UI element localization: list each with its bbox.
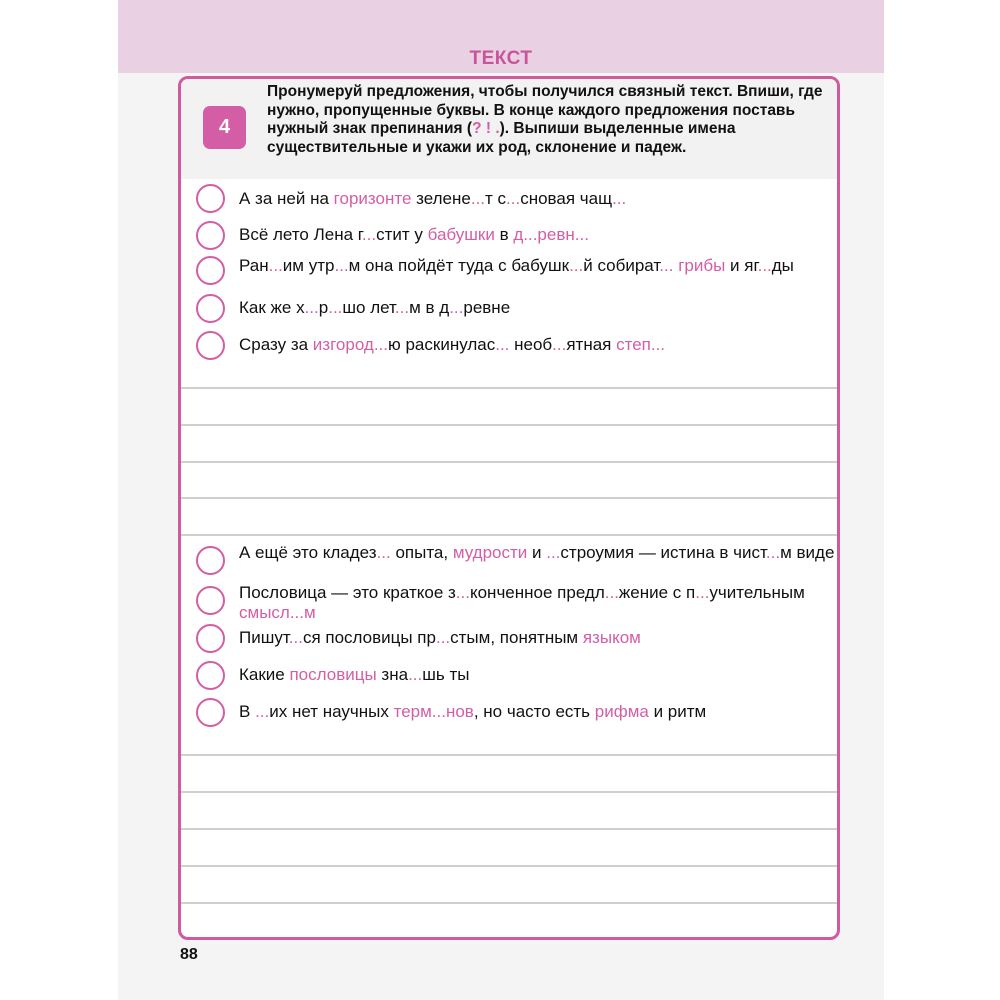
highlighted-text: ... (361, 225, 377, 244)
highlighted-text: ... (695, 583, 710, 602)
task-frame (178, 76, 840, 940)
text-segment: Всё лето Лена г (239, 225, 362, 244)
highlighted-text: ... (408, 665, 423, 684)
sentence-text (239, 189, 835, 209)
highlighted-text: д...ревн... (513, 225, 589, 244)
sentence-text (239, 256, 835, 276)
number-circle[interactable] (196, 661, 225, 690)
sentence-text (239, 583, 835, 623)
text-segment: жение с п (618, 583, 696, 602)
highlighted-text: ... (604, 583, 619, 602)
answer-line[interactable] (181, 497, 837, 499)
highlighted-text: ... (304, 298, 319, 317)
answer-line[interactable] (181, 865, 837, 867)
answer-line[interactable] (181, 828, 837, 830)
answer-line[interactable] (181, 534, 837, 536)
highlighted-text: ... (394, 298, 410, 317)
text-segment: шь ты (422, 665, 470, 684)
text-segment: опыта, (390, 543, 453, 562)
sentence-text (239, 665, 835, 685)
highlighted-text: ... (546, 543, 561, 562)
text-segment: шо лет (342, 298, 395, 317)
text-segment: ятная (566, 335, 617, 354)
highlighted-text: ... (328, 298, 343, 317)
text-segment: Ран (239, 256, 269, 275)
text-segment: ревне (463, 298, 511, 317)
text-segment: и яг (725, 256, 758, 275)
highlighted-text: пословицы (289, 665, 377, 684)
text-segment: ся пословицы пр (302, 628, 436, 647)
number-circle[interactable] (196, 586, 225, 615)
number-circle[interactable] (196, 546, 225, 575)
sentence-text (239, 225, 835, 245)
task-instruction (267, 83, 833, 157)
text-segment: Сразу за (239, 335, 313, 354)
text-segment: м в д (409, 298, 450, 317)
sentence-text (239, 702, 835, 722)
text-segment: строумия — истина в чист (560, 543, 766, 562)
highlighted-text: ... (506, 189, 521, 208)
text-segment: Какие (239, 665, 290, 684)
number-circle[interactable] (196, 698, 225, 727)
sentence-text (239, 543, 835, 563)
text-segment: в (494, 225, 514, 244)
highlighted-text: ... (552, 335, 567, 354)
text-segment: их нет научных (269, 702, 394, 721)
text-segment: ю раскинулас (388, 335, 496, 354)
text-segment: ). Выпиши выделенные имена существительные и укажи их род, склонение и падеж. (267, 120, 736, 156)
text-segment: зна (376, 665, 409, 684)
number-circle[interactable] (196, 221, 225, 250)
highlighted-text: бабушки (427, 225, 495, 244)
highlighted-text: ... (255, 702, 270, 721)
text-segment: и ритм (648, 702, 707, 721)
text-segment: им утр (282, 256, 335, 275)
text-segment: А за ней на (239, 189, 334, 208)
highlighted-text: ... (334, 256, 349, 275)
highlighted-text: ... (765, 543, 781, 562)
number-circle[interactable] (196, 184, 225, 213)
text-segment: м виде (780, 543, 835, 562)
text-segment: ды (771, 256, 794, 275)
highlighted-text: мудрости (452, 543, 528, 562)
answer-line[interactable] (181, 461, 837, 463)
page-number: 88 (180, 946, 198, 963)
highlighted-text: ... (455, 583, 470, 602)
text-segment: А ещё это кладез (239, 543, 377, 562)
highlighted-text: ... (757, 256, 772, 275)
highlighted-text: ... (659, 256, 674, 275)
highlighted-text: рифма (594, 702, 649, 721)
text-segment: сновая чащ (520, 189, 613, 208)
highlighted-text: смысл...м (239, 603, 316, 622)
highlighted-text: ... (569, 256, 584, 275)
text-segment: Как же х (239, 298, 305, 317)
text-segment: м она пойдёт туда с бабушк (348, 256, 570, 275)
text-segment: й собират (583, 256, 660, 275)
sentence-text (239, 298, 835, 318)
text-segment: р (318, 298, 329, 317)
text-segment: конченное предл (469, 583, 605, 602)
text-segment: , но часто есть (473, 702, 595, 721)
answer-line[interactable] (181, 902, 837, 904)
page-title: ТЕКСТ (469, 48, 533, 69)
highlighted-text: ? ! . (472, 120, 500, 137)
highlighted-text: ... (376, 543, 391, 562)
highlighted-text: терм...нов (393, 702, 474, 721)
text-segment: стит у (376, 225, 428, 244)
highlighted-text: языком (582, 628, 641, 647)
task-number-badge: 4 (203, 106, 246, 149)
highlighted-text: ... (495, 335, 510, 354)
text-segment: Пронумеруй предложения, чтобы получился связный текст. Впиши, где нужно, пропущенные буквы. В конце каждого предложения поставь нужный знак препинания ( (267, 83, 823, 137)
highlighted-text: степ... (616, 335, 666, 354)
highlighted-text: ... (268, 256, 283, 275)
answer-line[interactable] (181, 754, 837, 756)
text-segment: Пословица — это краткое з (239, 583, 456, 602)
sentence-text (239, 628, 835, 648)
text-segment: Пишут (239, 628, 289, 647)
number-circle[interactable] (196, 294, 225, 323)
text-segment: т с (485, 189, 507, 208)
task-header (181, 79, 837, 179)
highlighted-text: ... (470, 189, 486, 208)
answer-line[interactable] (181, 387, 837, 389)
highlighted-text: ... (435, 628, 451, 647)
number-circle[interactable] (196, 331, 225, 360)
text-segment: необ (509, 335, 553, 354)
sentence-text (239, 335, 835, 355)
number-circle[interactable] (196, 624, 225, 653)
text-segment: стым, понятным (450, 628, 583, 647)
highlighted-text: ... (449, 298, 464, 317)
text-segment: учительным (709, 583, 805, 602)
highlighted-text: горизонте (333, 189, 412, 208)
answer-line[interactable] (181, 424, 837, 426)
text-segment: и (527, 543, 547, 562)
text-segment: В (239, 702, 256, 721)
highlighted-text: изгород... (312, 335, 388, 354)
text-segment: зелене (411, 189, 471, 208)
highlighted-text: ... (288, 628, 303, 647)
highlighted-text: грибы (678, 256, 726, 275)
answer-line[interactable] (181, 791, 837, 793)
highlighted-text: ... (612, 189, 627, 208)
number-circle[interactable] (196, 256, 225, 285)
